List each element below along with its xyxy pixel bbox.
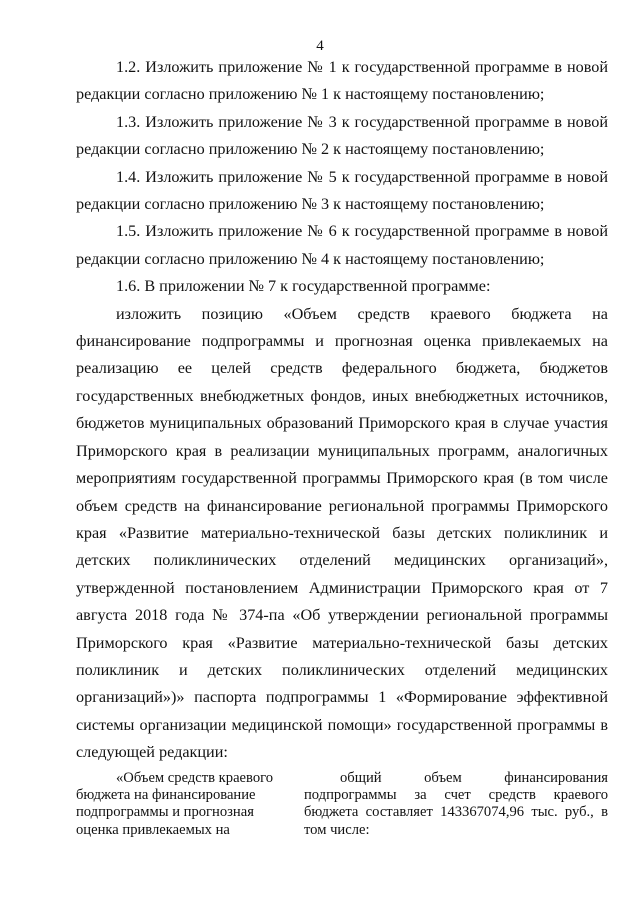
document-body	[76, 54, 608, 767]
table-label-line: бюджета на финансирование	[76, 787, 256, 804]
paragraph-1-6: 1.6. В приложении № 7 к государственной программе:	[116, 277, 491, 296]
paragraph-1-3: 1.3. Изложить приложение № 3 к государственной программе в новой редакции согласно приложению № 2 к настоящему постановлению;	[76, 112, 608, 159]
table-cell-value: общий объем финансирования подпрограммы за счет средств краевого бюджета составляет 143367074,96 тыс. руб., в том числе:	[304, 770, 608, 838]
passport-table-row	[76, 770, 608, 839]
page-number: 4	[316, 38, 324, 54]
paragraph-1-4: 1.4. Изложить приложение № 5 к государственной программе в новой редакции согласно приложению № 3 к настоящему постановлению;	[76, 167, 608, 214]
paragraph-1-2: 1.2. Изложить приложение № 1 к государственной программе в новой редакции согласно приложению № 1 к настоящему постановлению;	[76, 58, 608, 104]
paragraph-1-5: 1.5. Изложить приложение № 6 к государственной программе в новой редакции согласно приложению № 4 к настоящему постановлению;	[76, 222, 608, 268]
table-label-line: подпрограммы и прогнозная	[76, 804, 254, 821]
table-label-line: оценка привлекаемых на	[76, 821, 230, 838]
table-label-line: «Объем средств краевого	[116, 770, 274, 786]
paragraph-1-6-amendment: изложить позицию «Объем средств краевого бюджета на финансирование подпрограммы и прогнозная оценка привлекаемых на реализацию ее целей средств федерального бюджета, бюджетов государственных внебюджетных фондов, иных внебюджетных источников, бюджетов муниципальных образований Приморского края в случае участия Приморского края в реализации муниципальных программ, аналогичных мероприятиям государственной программы Приморского края (в том числе объем средств на финансирование региональной программы Приморского края «Развитие материально-технической базы детских поликлиник и детских поликлинических отделений медицинских организаций», утвержденной постановлением Администрации Приморского края от 7 августа 2018 года № 374-па «Об утверждении региональной программы Приморского края «Развитие материально-технической базы детских поликлиник и детских поликлинических отделений медицинских организаций»)» паспорта подпрограммы 1 «Формирование эффективной системы организации медицинской помощи» государственной программы в следующей редакции:	[76, 304, 608, 762]
table-cell-label	[76, 770, 278, 839]
